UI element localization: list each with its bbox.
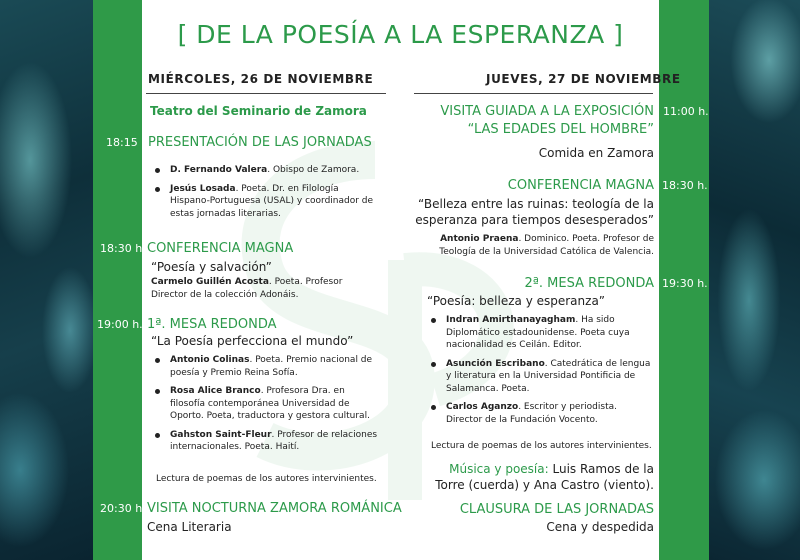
list-item: Jesús Losada. Poeta. Dr. en Filología Hispano-Portuguesa (USAL) y coordinador de estas jornadas literarias.	[152, 183, 378, 221]
event-title-visita-nocturna: VISITA NOCTURNA ZAMORA ROMÁNICA	[147, 501, 402, 516]
left-green-band	[93, 0, 142, 560]
event-title-clausura: CLAUSURA DE LAS JORNADAS	[459, 502, 654, 517]
time-18-15: 18:15 h.	[106, 136, 152, 149]
list-item: Carlos Aganzo. Escritor y periodista. Director de la Fundación Vocento.	[428, 401, 654, 426]
event-title-edades-hombre: “LAS EDADES DEL HOMBRE”	[467, 122, 654, 137]
time-18-30-b: 18:30 h.	[662, 179, 708, 192]
list-item: Asunción Escribano. Catedrática de lengua y literatura en la Universidad Pontificia de Salamanca. Poeta.	[428, 358, 654, 396]
page-title: [ DE LA POESÍA A LA ESPERANZA ]	[177, 20, 624, 49]
cena-despedida: Cena y despedida	[546, 520, 654, 534]
event-title-mesa-redonda-1: 1ª. MESA REDONDA	[147, 317, 277, 332]
left-decorative-artwork	[0, 0, 93, 560]
time-20-30: 20:30 h.	[100, 502, 146, 515]
presentacion-speakers	[152, 164, 378, 226]
list-item: Antonio Colinas. Poeta. Premio nacional de poesía y Premio Reina Sofía.	[152, 354, 378, 379]
list-item: Rosa Alice Branco. Profesora Dra. en filosofía contemporánea Universidad de Oporto. Poeta, traductora y gestora cultural.	[152, 385, 378, 423]
time-19-30: 19:30 h.	[662, 277, 708, 290]
event-title-visita-guiada: VISITA GUIADA A LA EXPOSICIÓN	[440, 104, 654, 119]
event-title-conferencia-magna: CONFERENCIA MAGNA	[147, 241, 294, 256]
right-decorative-artwork	[709, 0, 800, 560]
divider-right	[414, 93, 653, 94]
conference-speaker: Carmelo Guillén Acosta. Poeta. Profesor Director de la colección Adonáis.	[151, 277, 343, 300]
cena-literaria: Cena Literaria	[147, 520, 232, 534]
mesa-2-quote: “Poesía: belleza y esperanza”	[427, 294, 606, 308]
conference-2-speaker-line2: Teología de la Universidad Católica de Valencia.	[439, 247, 654, 257]
day-heading-thursday: JUEVES, 27 DE NOVIEMBRE	[486, 72, 681, 86]
conference-quote: “Poesía y salvación”	[151, 260, 272, 274]
time-18-30: 18:30 h.	[100, 242, 146, 255]
day-heading-wednesday: MIÉRCOLES, 26 DE NOVIEMBRE	[148, 72, 374, 86]
mesa-2-note: Lectura de poemas de los autores intervinientes.	[431, 441, 652, 451]
mesa-1-note: Lectura de poemas de los autores intervinientes.	[156, 474, 377, 484]
list-item: Indran Amirthanayagham. Ha sido Diplomático estadounidense. Poeta cuya nacionalidad es Ceilán. Editor.	[428, 314, 654, 352]
musica-poesia-line1: Música y poesía: Luis Ramos de la	[449, 462, 654, 476]
mesa-1-speakers	[152, 354, 378, 460]
time-11-00: 11:00 h.	[663, 105, 709, 118]
list-item: D. Fernando Valera. Obispo de Zamora.	[152, 164, 378, 177]
conference-2-speaker-line1: Antonio Praena. Dominico. Poeta. Profesor de	[440, 234, 654, 244]
list-item: Gahston Saint-Fleur. Profesor de relaciones internacionales. Poeta. Haití.	[152, 429, 378, 454]
mesa-2-speakers	[428, 314, 654, 432]
event-title-presentacion: PRESENTACIÓN DE LAS JORNADAS	[148, 135, 372, 150]
event-title-conferencia-magna-2: CONFERENCIA MAGNA	[507, 178, 654, 193]
venue-label: Teatro del Seminario de Zamora	[150, 104, 367, 118]
mesa-1-quote: “La Poesía perfecciona el mundo”	[151, 334, 354, 348]
event-title-mesa-redonda-2: 2ª. MESA REDONDA	[524, 276, 654, 291]
conference-2-quote-line1: “Belleza entre las ruinas: teología de la	[418, 197, 654, 211]
comida-zamora: Comida en Zamora	[538, 146, 654, 160]
time-19-00: 19:00 h.	[97, 318, 143, 331]
musica-poesia-line2: Torre (cuerda) y Ana Castro (viento).	[435, 478, 654, 492]
divider-left	[146, 93, 386, 94]
conference-2-quote-line2: esperanza para tiempos desesperados”	[415, 213, 654, 227]
